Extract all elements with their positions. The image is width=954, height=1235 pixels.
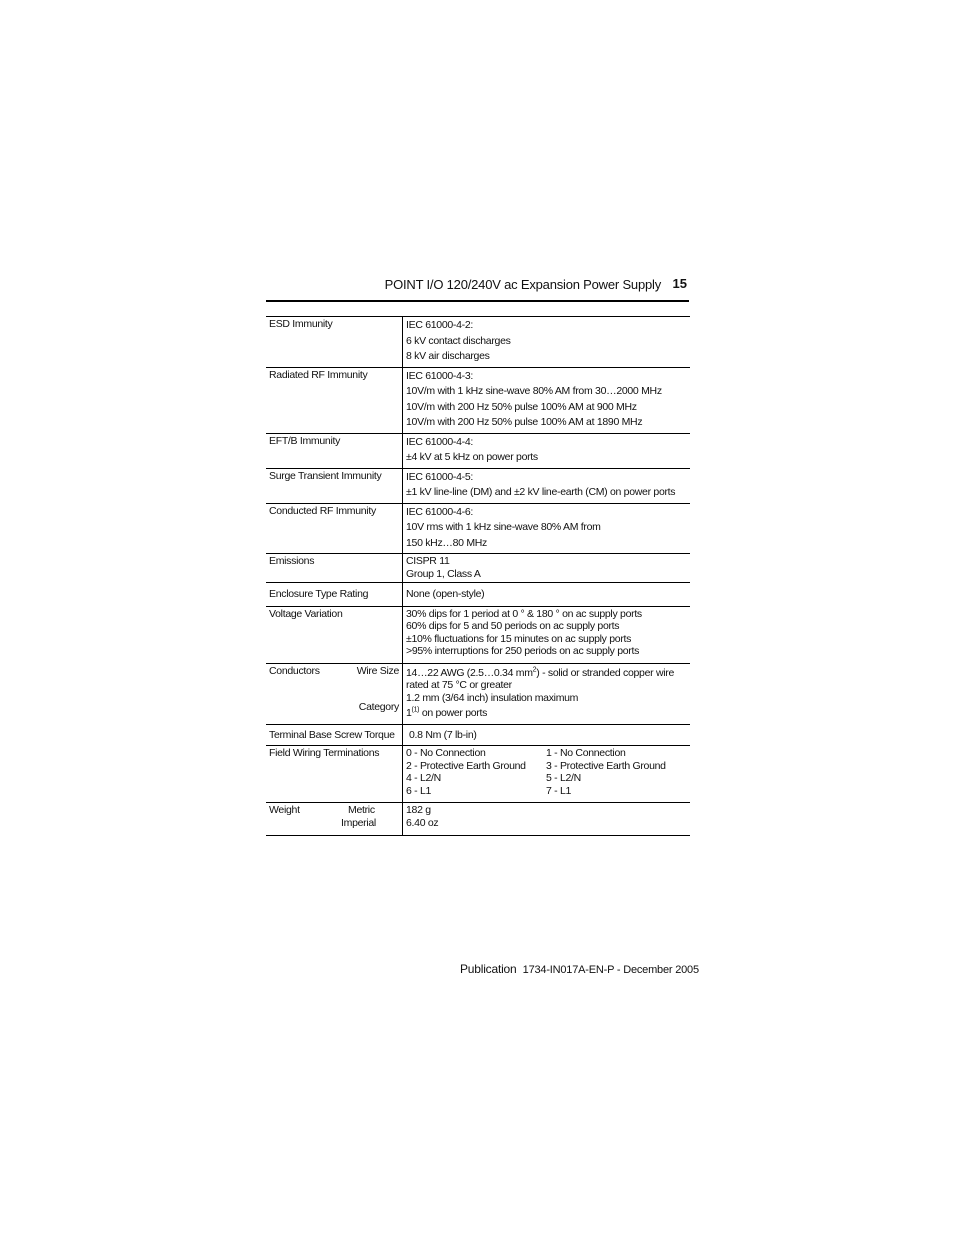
value-line: ±4 kV at 5 kHz on power ports [406, 451, 538, 463]
value-line: IEC 61000-4-5: [406, 470, 474, 483]
terminal-column-left [406, 747, 546, 797]
row-label: Terminal Base Screw Torque [266, 724, 403, 746]
row-value [403, 317, 691, 368]
table-row [266, 367, 690, 433]
value-line: 1.2 mm (3/64 inch) insulation maximum [406, 691, 579, 704]
value-line: IEC 61000-4-2: [406, 319, 474, 331]
list-item: 4 - L2/N [406, 772, 441, 784]
row-label: Enclosure Type Rating [266, 583, 403, 607]
value-line: 10V/m with 1 kHz sine-wave 80% AM from 30…2000 MHz [406, 385, 662, 397]
list-item: 7 - L1 [546, 784, 572, 797]
running-title: POINT I/O 120/240V ac Expansion Power Supply [384, 277, 661, 292]
terminal-column-right [546, 747, 686, 797]
row-label: Conducted RF Immunity [266, 503, 403, 554]
value-line: 0.8 Nm (7 lb-in) [409, 728, 477, 741]
value-line: rated at 75 °C or greater [406, 679, 512, 691]
value-line: IEC 61000-4-3: [406, 369, 474, 382]
value-line [406, 667, 687, 680]
category-text: on power ports [419, 707, 488, 719]
specifications-table [266, 316, 690, 836]
table-row [266, 583, 690, 607]
value-line: ±10% fluctuations for 15 minutes on ac supply ports [406, 632, 632, 645]
table-row [266, 468, 690, 503]
value-line: 60% dips for 5 and 50 periods on ac supply ports [406, 620, 620, 632]
table-row [266, 317, 690, 368]
row-value [403, 663, 691, 724]
value-line: 6 kV contact discharges [406, 334, 511, 347]
wire-size-text: 14…22 AWG (2.5…0.34 mm [406, 666, 533, 679]
value-line: CISPR 11 [406, 555, 450, 567]
row-value [403, 724, 691, 746]
table-row [266, 554, 690, 583]
table-row [266, 433, 690, 468]
row-label: Emissions [266, 554, 403, 583]
sub-label-metric: Metric [348, 804, 375, 816]
row-label: Radiated RF Immunity [266, 367, 403, 433]
superscript: 2 [532, 666, 537, 673]
page-footer [460, 962, 699, 976]
list-item: 5 - L2/N [546, 772, 581, 784]
row-label: ESD Immunity [266, 317, 403, 368]
row-value [403, 468, 691, 503]
row-value [403, 503, 691, 554]
row-label: Weight [269, 804, 300, 816]
list-item: 3 - Protective Earth Ground [546, 759, 666, 772]
value-line: >95% interruptions for 250 periods on ac supply ports [406, 645, 640, 657]
row-label-group [266, 803, 403, 836]
value-line: Group 1, Class A [406, 567, 481, 580]
row-value [403, 583, 691, 607]
value-line: 8 kV air discharges [406, 350, 490, 362]
table-row [266, 503, 690, 554]
row-label: Voltage Variation [266, 606, 403, 663]
table-row [266, 663, 690, 724]
footnote-ref: (1) [411, 706, 420, 714]
table-row [266, 746, 690, 803]
row-label: Surge Transient Immunity [266, 468, 403, 503]
publication-number: 1734-IN017A-EN-P - December 2005 [522, 964, 699, 976]
list-item: 2 - Protective Earth Ground [406, 759, 526, 772]
row-value [403, 746, 691, 803]
value-line: 10V rms with 1 kHz sine-wave 80% AM from [406, 521, 601, 533]
sub-label-wire-size: Wire Size [356, 664, 399, 677]
table-row [266, 724, 690, 746]
value-line: IEC 61000-4-6: [406, 505, 474, 518]
value-line: IEC 61000-4-4: [406, 435, 474, 448]
row-value [403, 367, 691, 433]
list-item: 0 - No Connection [406, 747, 486, 759]
row-value [403, 433, 691, 468]
table-row [266, 606, 690, 663]
value-line: 10V/m with 200 Hz 50% pulse 100% AM at 900 MHz [406, 400, 637, 413]
row-label: Field Wiring Terminations [266, 746, 403, 803]
page-number: 15 [672, 276, 687, 291]
page-header [266, 276, 689, 302]
wire-size-text: ) - solid or stranded copper wire [536, 666, 674, 679]
value-line: 182 g [406, 804, 431, 816]
value-line [406, 707, 687, 720]
category-text: 1 [406, 707, 412, 719]
sub-label-category: Category [358, 701, 399, 713]
value-line: ±1 kV line-line (DM) and ±2 kV line-earth (CM) on power ports [406, 486, 676, 498]
row-label: Conductors [269, 664, 320, 677]
value-line: 6.40 oz [406, 816, 439, 829]
list-item: 6 - L1 [406, 784, 432, 797]
table-row [266, 803, 690, 836]
value-line: 10V/m with 200 Hz 50% pulse 100% AM at 1890 MHz [406, 416, 643, 428]
list-item: 1 - No Connection [546, 747, 626, 759]
row-label: EFT/B Immunity [266, 433, 403, 468]
value-line: None (open-style) [406, 588, 485, 600]
row-value [403, 554, 691, 583]
row-value [403, 803, 691, 836]
value-line: 150 kHz…80 MHz [406, 536, 487, 549]
sub-label-imperial: Imperial [341, 816, 376, 829]
row-label-group [266, 663, 403, 724]
row-value [403, 606, 691, 663]
publication-label: Publication [460, 962, 517, 976]
value-line: 30% dips for 1 period at 0 ° & 180 ° on ac supply ports [406, 607, 642, 620]
